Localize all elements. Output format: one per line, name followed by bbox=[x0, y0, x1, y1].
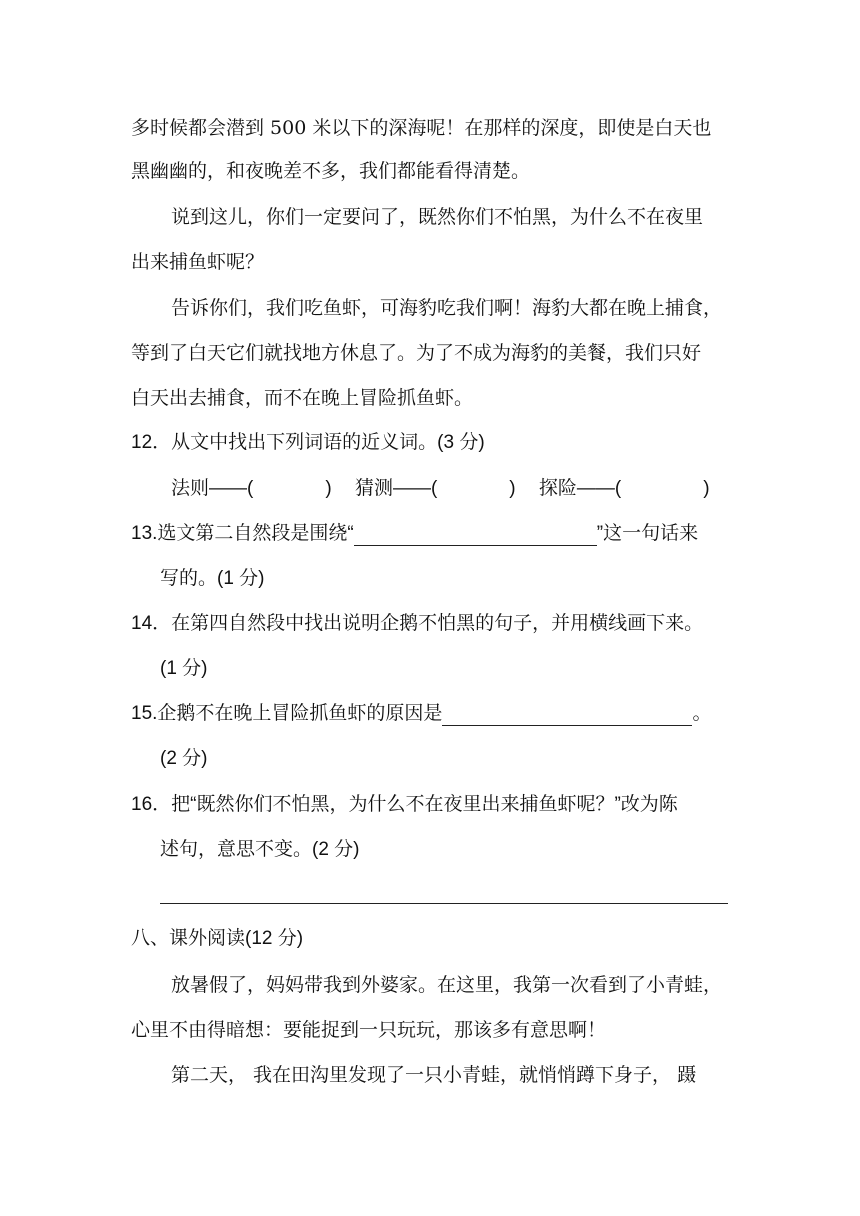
passage-line: 心里不由得暗想：要能捉到一只玩玩，那该多有意思啊！ bbox=[131, 1019, 607, 1041]
passage-line: 告诉你们，我们吃鱼虾，可海豹吃我们啊！海豹大都在晚上捕食， bbox=[171, 297, 723, 319]
question-16-line2: 述句，意思不变。(2 分) bbox=[160, 839, 360, 860]
question-14-line2: (1 分) bbox=[160, 658, 208, 679]
question-text: 从文中找出下列词语的近义词。(3 分) bbox=[171, 432, 485, 453]
passage-line: 多时候都会潜到 500 米以下的深海呢！在那样的深度，即使是白天也 bbox=[131, 117, 712, 139]
passage-line: 放暑假了，妈妈带我到外婆家。在这里，我第一次看到了小青蛙， bbox=[171, 974, 723, 996]
answer-line[interactable] bbox=[160, 903, 728, 904]
question-15-line2: (2 分) bbox=[160, 748, 208, 769]
passage-line: 出来捕鱼虾呢？ bbox=[131, 251, 265, 273]
question-text: 把“既然你们不怕黑，为什么不在夜里出来捕鱼虾呢？”改为陈 bbox=[171, 794, 678, 815]
question-12-answers bbox=[171, 477, 771, 501]
answer-paren-close: ) bbox=[509, 478, 516, 499]
passage-line: 白天出去捕食，而不在晚上冒险抓鱼虾。 bbox=[131, 387, 474, 409]
question-15 bbox=[131, 702, 731, 726]
passage-line: 第二天， 我在田沟里发现了一只小青蛙，就悄悄蹲下身子， 蹑 bbox=[171, 1064, 697, 1086]
passage-line: 等到了白天它们就找地方休息了。为了不成为海豹的美餐，我们只好 bbox=[131, 342, 702, 364]
question-12 bbox=[131, 431, 731, 455]
question-number: 15. bbox=[131, 703, 158, 724]
question-text: 企鹅不在晚上冒险抓鱼虾的原因是 bbox=[157, 703, 443, 724]
section-heading bbox=[131, 927, 731, 951]
question-text: 选文第二自然段是围绕“ bbox=[157, 523, 354, 544]
question-13 bbox=[131, 522, 731, 546]
section-title: 八、课外阅读 bbox=[131, 928, 246, 949]
answer-blank[interactable] bbox=[442, 705, 692, 726]
question-16 bbox=[131, 793, 731, 817]
question-number: 14． bbox=[131, 613, 172, 634]
question-number: 16． bbox=[131, 794, 172, 815]
section-score: (12 分) bbox=[245, 928, 304, 949]
passage-line: 说到这儿，你们一定要问了，既然你们不怕黑，为什么不在夜里 bbox=[171, 206, 704, 228]
passage-line: 黑幽幽的，和夜晚差不多，我们都能看得清楚。 bbox=[131, 160, 531, 182]
question-end: 。 bbox=[692, 703, 712, 724]
answer-paren-close: ) bbox=[325, 478, 332, 499]
synonym-word: 猜测——( bbox=[354, 478, 438, 499]
synonym-word: 探险——( bbox=[538, 478, 622, 499]
question-13-line2: 写的。(1 分) bbox=[160, 568, 265, 589]
answer-blank[interactable] bbox=[354, 525, 597, 546]
answer-paren-close: ) bbox=[703, 478, 710, 499]
question-number: 12． bbox=[131, 432, 172, 453]
question-text: 在第四自然段中找出说明企鹅不怕黑的句子，并用横线画下来。 bbox=[171, 613, 704, 634]
question-text: ”这一句话来 bbox=[596, 523, 699, 544]
question-14 bbox=[131, 612, 731, 636]
synonym-word: 法则——( bbox=[171, 478, 254, 499]
question-number: 13. bbox=[131, 523, 158, 544]
